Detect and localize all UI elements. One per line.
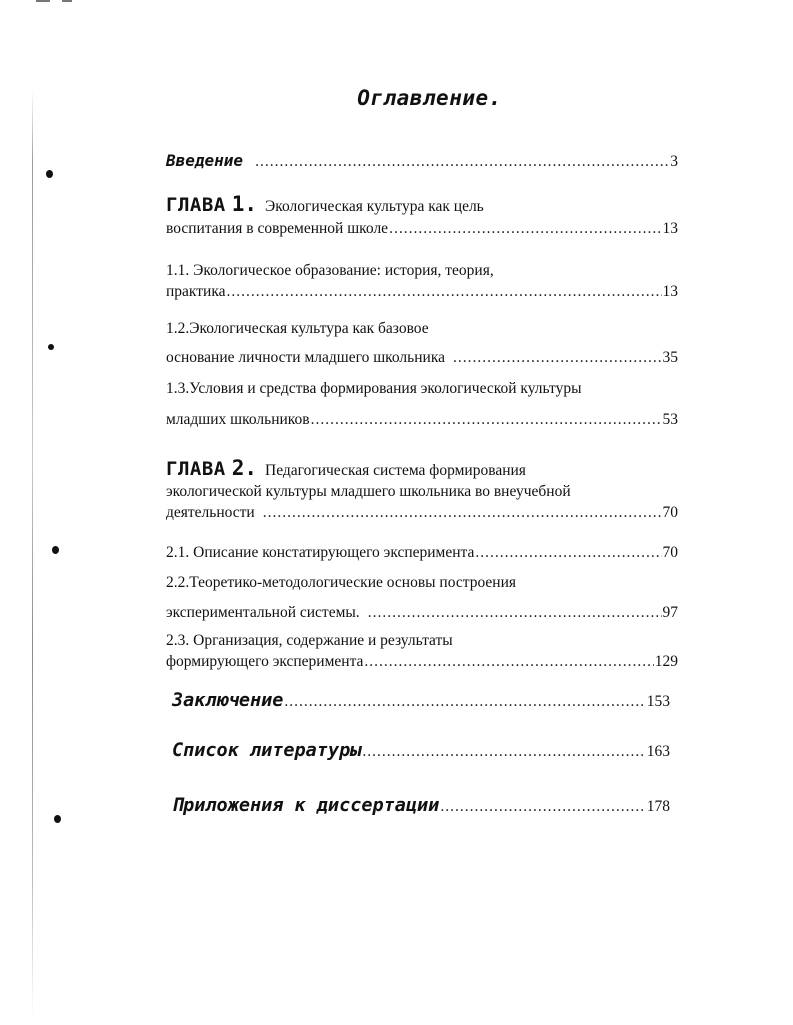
section-2-2-line1: 2.2.Теоретико-методологические основы построения xyxy=(166,574,516,591)
toc-intro-label: Введение xyxy=(166,151,244,170)
toc-entry-chapter1 xyxy=(166,194,678,239)
section-2-1-page: 70 xyxy=(662,544,678,561)
toc-entry-conclusion xyxy=(172,690,670,712)
toc-entry-references xyxy=(172,740,670,762)
toc-leader xyxy=(263,502,662,523)
section-2-3-line1: 2.3. Организация, содержание и результаты xyxy=(166,632,453,649)
appendix-label: Приложения к диссертации xyxy=(172,795,440,816)
toc-entry-section-2-2 xyxy=(166,572,678,623)
section-2-2-line2: экспериментальной системы. xyxy=(166,604,360,621)
section-1-1-line1: 1.1. Экологическое образование: история, теория, xyxy=(166,262,494,279)
toc-leader xyxy=(227,281,662,302)
section-1-2-page: 35 xyxy=(662,349,678,366)
section-1-2-line2: основание личности младшего школьника xyxy=(166,349,445,366)
toc-leader xyxy=(368,602,662,623)
page-title: Оглавление. xyxy=(357,86,502,110)
chapter2-page: 70 xyxy=(662,504,678,521)
toc-entry-section-1-2 xyxy=(166,318,678,368)
chapter1-page: 13 xyxy=(662,220,678,237)
scan-mark xyxy=(36,0,50,2)
chapter2-title-line3: деятельности xyxy=(166,504,255,521)
section-2-3-page: 129 xyxy=(654,653,678,670)
section-1-1-line2: практика xyxy=(166,283,226,300)
chapter1-title-line2: воспитания в современной школе xyxy=(166,220,389,237)
conclusion-label: Заключение xyxy=(172,690,284,711)
appendix-page: 178 xyxy=(646,798,670,815)
scan-speck xyxy=(54,815,61,823)
toc-leader xyxy=(255,151,669,172)
section-2-1-line1: 2.1. Описание констатирующего эксперимента xyxy=(166,544,475,561)
conclusion-page: 153 xyxy=(646,693,670,710)
toc-entry-section-1-1 xyxy=(166,260,678,302)
toc-entry-section-2-1 xyxy=(166,542,678,563)
scan-speck xyxy=(52,546,59,554)
scan-speck xyxy=(46,170,53,178)
toc-leader xyxy=(440,796,645,817)
toc-entry-appendix xyxy=(172,795,670,817)
section-1-3-line1: 1.3.Условия и средства формирования экологической культуры xyxy=(166,380,582,397)
chapter1-number: 1. xyxy=(231,192,257,216)
toc-leader xyxy=(311,409,662,430)
section-2-3-line2: формирующего эксперимента xyxy=(166,653,364,670)
section-1-3-line2: младших школьников xyxy=(166,411,310,428)
section-1-2-line1: 1.2.Экологическая культура как базовое xyxy=(166,320,429,337)
toc-leader xyxy=(389,218,661,239)
toc-entry-intro xyxy=(166,150,678,172)
references-page: 163 xyxy=(646,743,670,760)
toc-leader xyxy=(453,347,662,368)
chapter1-label: ГЛАВА xyxy=(166,194,226,216)
toc-entry-section-2-3 xyxy=(166,630,678,672)
toc-entry-chapter2 xyxy=(166,458,678,523)
toc-leader xyxy=(284,691,645,712)
toc-intro-page: 3 xyxy=(670,153,678,170)
chapter2-title-line2: экологической культуры младшего школьника во внеучебной xyxy=(166,483,571,500)
toc-entry-section-1-3 xyxy=(166,378,678,430)
scan-mark xyxy=(62,0,72,2)
chapter2-number: 2. xyxy=(231,456,257,480)
toc-leader xyxy=(362,741,645,762)
toc-leader xyxy=(475,542,661,563)
section-1-3-page: 53 xyxy=(662,411,678,428)
section-1-1-page: 13 xyxy=(662,283,678,300)
chapter2-title-line1: Педагогическая система формирования xyxy=(265,462,526,479)
chapter1-title-line1: Экологическая культура как цель xyxy=(265,198,484,215)
references-label: Список литературы xyxy=(172,740,362,761)
section-2-2-page: 97 xyxy=(662,604,678,621)
scan-edge-line xyxy=(32,90,33,1020)
chapter2-label: ГЛАВА xyxy=(166,458,226,480)
scan-speck xyxy=(48,344,54,350)
toc-leader xyxy=(364,651,653,672)
